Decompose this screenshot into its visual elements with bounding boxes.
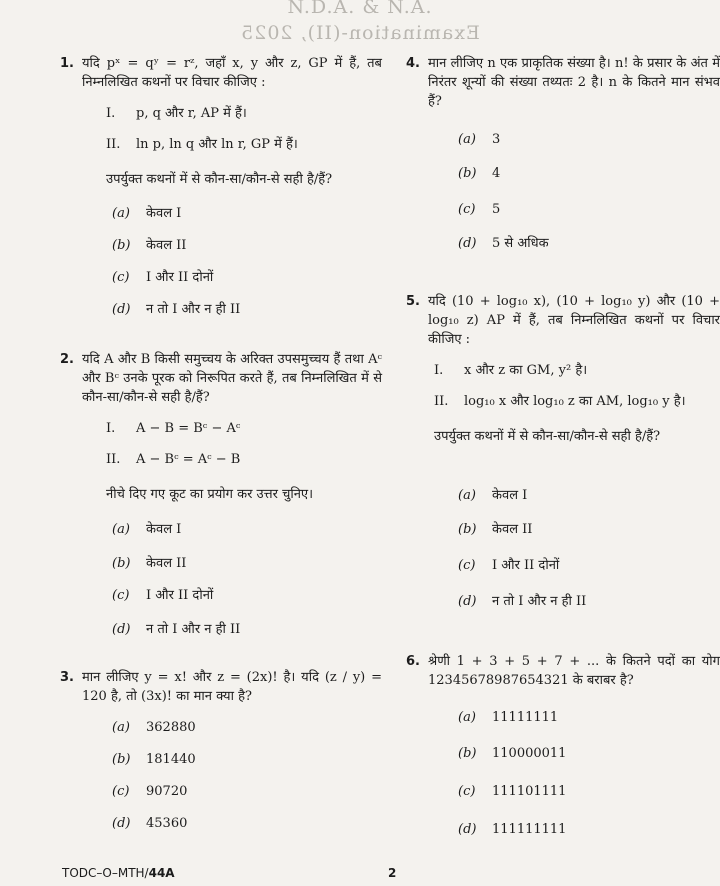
question-prompt: नीचे दिए गए कूट का प्रयोग कर उत्तर चुनिए। (106, 487, 314, 502)
statement-text: A − Bᶜ = Aᶜ − B (136, 452, 241, 467)
statement-numeral: I. (106, 106, 116, 121)
option-label: (a) (458, 488, 476, 503)
option-label: (a) (112, 206, 130, 221)
option-b[interactable] (82, 236, 186, 255)
question-text: यदि pˣ = qʸ = rᶻ, जहाँ x, y और z, GP में हैं, तब निम्नलिखित कथनों पर विचार कीजिए : (82, 56, 382, 90)
option-text: केवल I (146, 206, 182, 221)
option-a[interactable] (82, 204, 181, 223)
option-c[interactable] (82, 586, 213, 605)
option-a[interactable] (82, 520, 181, 539)
option-label: (b) (112, 752, 131, 767)
question-2 (60, 350, 382, 504)
paper-code-set: 44A (148, 866, 175, 880)
bleed-line-2: Examination-(II), 2025 (240, 22, 480, 44)
option-text: 90720 (146, 784, 188, 799)
option-text: 5 से अधिक (492, 236, 549, 251)
option-label: (a) (458, 132, 476, 147)
option-d[interactable] (428, 234, 549, 253)
option-label: (d) (458, 236, 477, 251)
question-3 (60, 668, 382, 706)
option-label: (b) (458, 166, 477, 181)
statement-text: p, q और r, AP में हैं। (136, 106, 247, 121)
option-text: केवल II (146, 238, 187, 253)
bleed-line-1: N.D.A. & N.A. (287, 0, 433, 18)
option-a[interactable] (428, 486, 527, 505)
option-d[interactable] (82, 620, 240, 639)
option-text: न तो I और न ही II (146, 622, 241, 637)
question-text: यदि (10 + log₁₀ x), (10 + log₁₀ y) और (10 + log₁₀ z) AP में हैं, तब निम्नलिखित कथनों पर विचार कीजिए : (428, 294, 720, 347)
option-text: केवल II (146, 556, 187, 571)
option-a[interactable] (428, 708, 558, 727)
option-label: (c) (458, 784, 476, 799)
option-d[interactable] (428, 592, 586, 611)
question-text: श्रेणी 1 + 3 + 5 + 7 + ... के कितने पदों का योग 12345678987654321 के बराबर है? (428, 654, 720, 688)
question-prompt: उपर्युक्त कथनों में से कौन-सा/कौन-से सही है/हैं? (434, 429, 661, 444)
option-a[interactable] (428, 130, 500, 149)
option-c[interactable] (82, 268, 213, 287)
option-label: (b) (112, 556, 131, 571)
option-label: (a) (112, 522, 130, 537)
question-number: 4. (406, 56, 420, 71)
statement-text: log₁₀ x और log₁₀ z का AM, log₁₀ y है। (464, 394, 686, 409)
question-1 (60, 54, 382, 189)
question-4 (406, 54, 720, 111)
question-text: मान लीजिए n एक प्राकृतिक संख्या है। n! के प्रसार के अंत में निरंतर शून्यों की संख्या तथ्यतः 2 है। n के कितने मान संभव हैं? (428, 56, 720, 109)
option-text: I और II दोनों (146, 270, 214, 285)
option-b[interactable] (82, 750, 196, 769)
option-label: (a) (112, 720, 130, 735)
question-number: 3. (60, 670, 74, 685)
option-label: (c) (458, 202, 476, 217)
option-c[interactable] (428, 200, 500, 219)
option-text: 45360 (146, 816, 188, 831)
option-text: 11111111 (492, 710, 559, 725)
question-5 (406, 292, 720, 446)
statement-1 (82, 419, 382, 438)
statement-2 (82, 135, 382, 154)
question-text: यदि A और B किसी समुच्चय के अरिक्त उपसमुच्चय हैं तथा Aᶜ और Bᶜ उनके पूरक को निरूपित करते हैं, तब निम्नलिखित में से कौन-सा/कौन-से सही है/हैं? (82, 352, 382, 405)
option-text: 362880 (146, 720, 196, 735)
option-a[interactable] (82, 718, 196, 737)
option-d[interactable] (82, 300, 240, 319)
option-label: (d) (112, 302, 131, 317)
option-text: 3 (492, 132, 501, 147)
option-text: केवल I (492, 488, 528, 503)
statement-numeral: II. (106, 452, 121, 467)
option-text: 5 (492, 202, 501, 217)
option-c[interactable] (428, 556, 559, 575)
question-number: 2. (60, 352, 74, 367)
option-label: (d) (112, 622, 131, 637)
option-label: (b) (112, 238, 131, 253)
statement-numeral: II. (106, 137, 121, 152)
paper-code (62, 866, 175, 880)
option-text: न तो I और न ही II (146, 302, 241, 317)
statement-text: ln p, ln q और ln r, GP में हैं। (136, 137, 298, 152)
option-label: (d) (458, 822, 477, 837)
option-text: 111101111 (492, 784, 567, 799)
option-b[interactable] (428, 164, 500, 183)
question-prompt: उपर्युक्त कथनों में से कौन-सा/कौन-से सही है/हैं? (106, 172, 333, 187)
page-number: 2 (388, 866, 397, 880)
option-b[interactable] (428, 520, 532, 539)
option-text: केवल I (146, 522, 182, 537)
option-text: केवल II (492, 522, 533, 537)
paper-code-prefix: TODC–O–MTH/ (62, 866, 149, 880)
option-label: (b) (458, 746, 477, 761)
option-text: 111111111 (492, 822, 567, 837)
statement-numeral: I. (106, 421, 116, 436)
option-text: 110000011 (492, 746, 567, 761)
statement-text: A − B = Bᶜ − Aᶜ (136, 421, 241, 436)
option-d[interactable] (428, 820, 566, 839)
option-text: न तो I और न ही II (492, 594, 587, 609)
option-label: (b) (458, 522, 477, 537)
option-text: 4 (492, 166, 501, 181)
question-number: 6. (406, 654, 420, 669)
option-d[interactable] (82, 814, 187, 833)
question-6 (406, 652, 720, 690)
statement-2 (428, 392, 720, 411)
option-text: 181440 (146, 752, 196, 767)
option-label: (c) (458, 558, 476, 573)
question-text: मान लीजिए y = x! और z = (2x)! है। यदि (z / y) = 120 है, तो (3x)! का मान क्या है? (82, 670, 382, 704)
option-label: (a) (458, 710, 476, 725)
option-text: I और II दोनों (146, 588, 214, 603)
statement-text: x और z का GM, y² है। (464, 363, 588, 378)
option-c[interactable] (82, 782, 187, 801)
statement-2 (82, 450, 382, 469)
option-label: (d) (458, 594, 477, 609)
option-b[interactable] (428, 744, 566, 763)
option-text: I और II दोनों (492, 558, 560, 573)
question-number: 1. (60, 56, 74, 71)
statement-numeral: II. (434, 394, 449, 409)
statement-1 (428, 361, 720, 380)
statement-numeral: I. (434, 363, 444, 378)
option-c[interactable] (428, 782, 566, 801)
option-label: (c) (112, 588, 130, 603)
option-b[interactable] (82, 554, 186, 573)
option-label: (c) (112, 784, 130, 799)
option-label: (c) (112, 270, 130, 285)
option-label: (d) (112, 816, 131, 831)
question-number: 5. (406, 294, 420, 309)
statement-1 (82, 104, 382, 123)
